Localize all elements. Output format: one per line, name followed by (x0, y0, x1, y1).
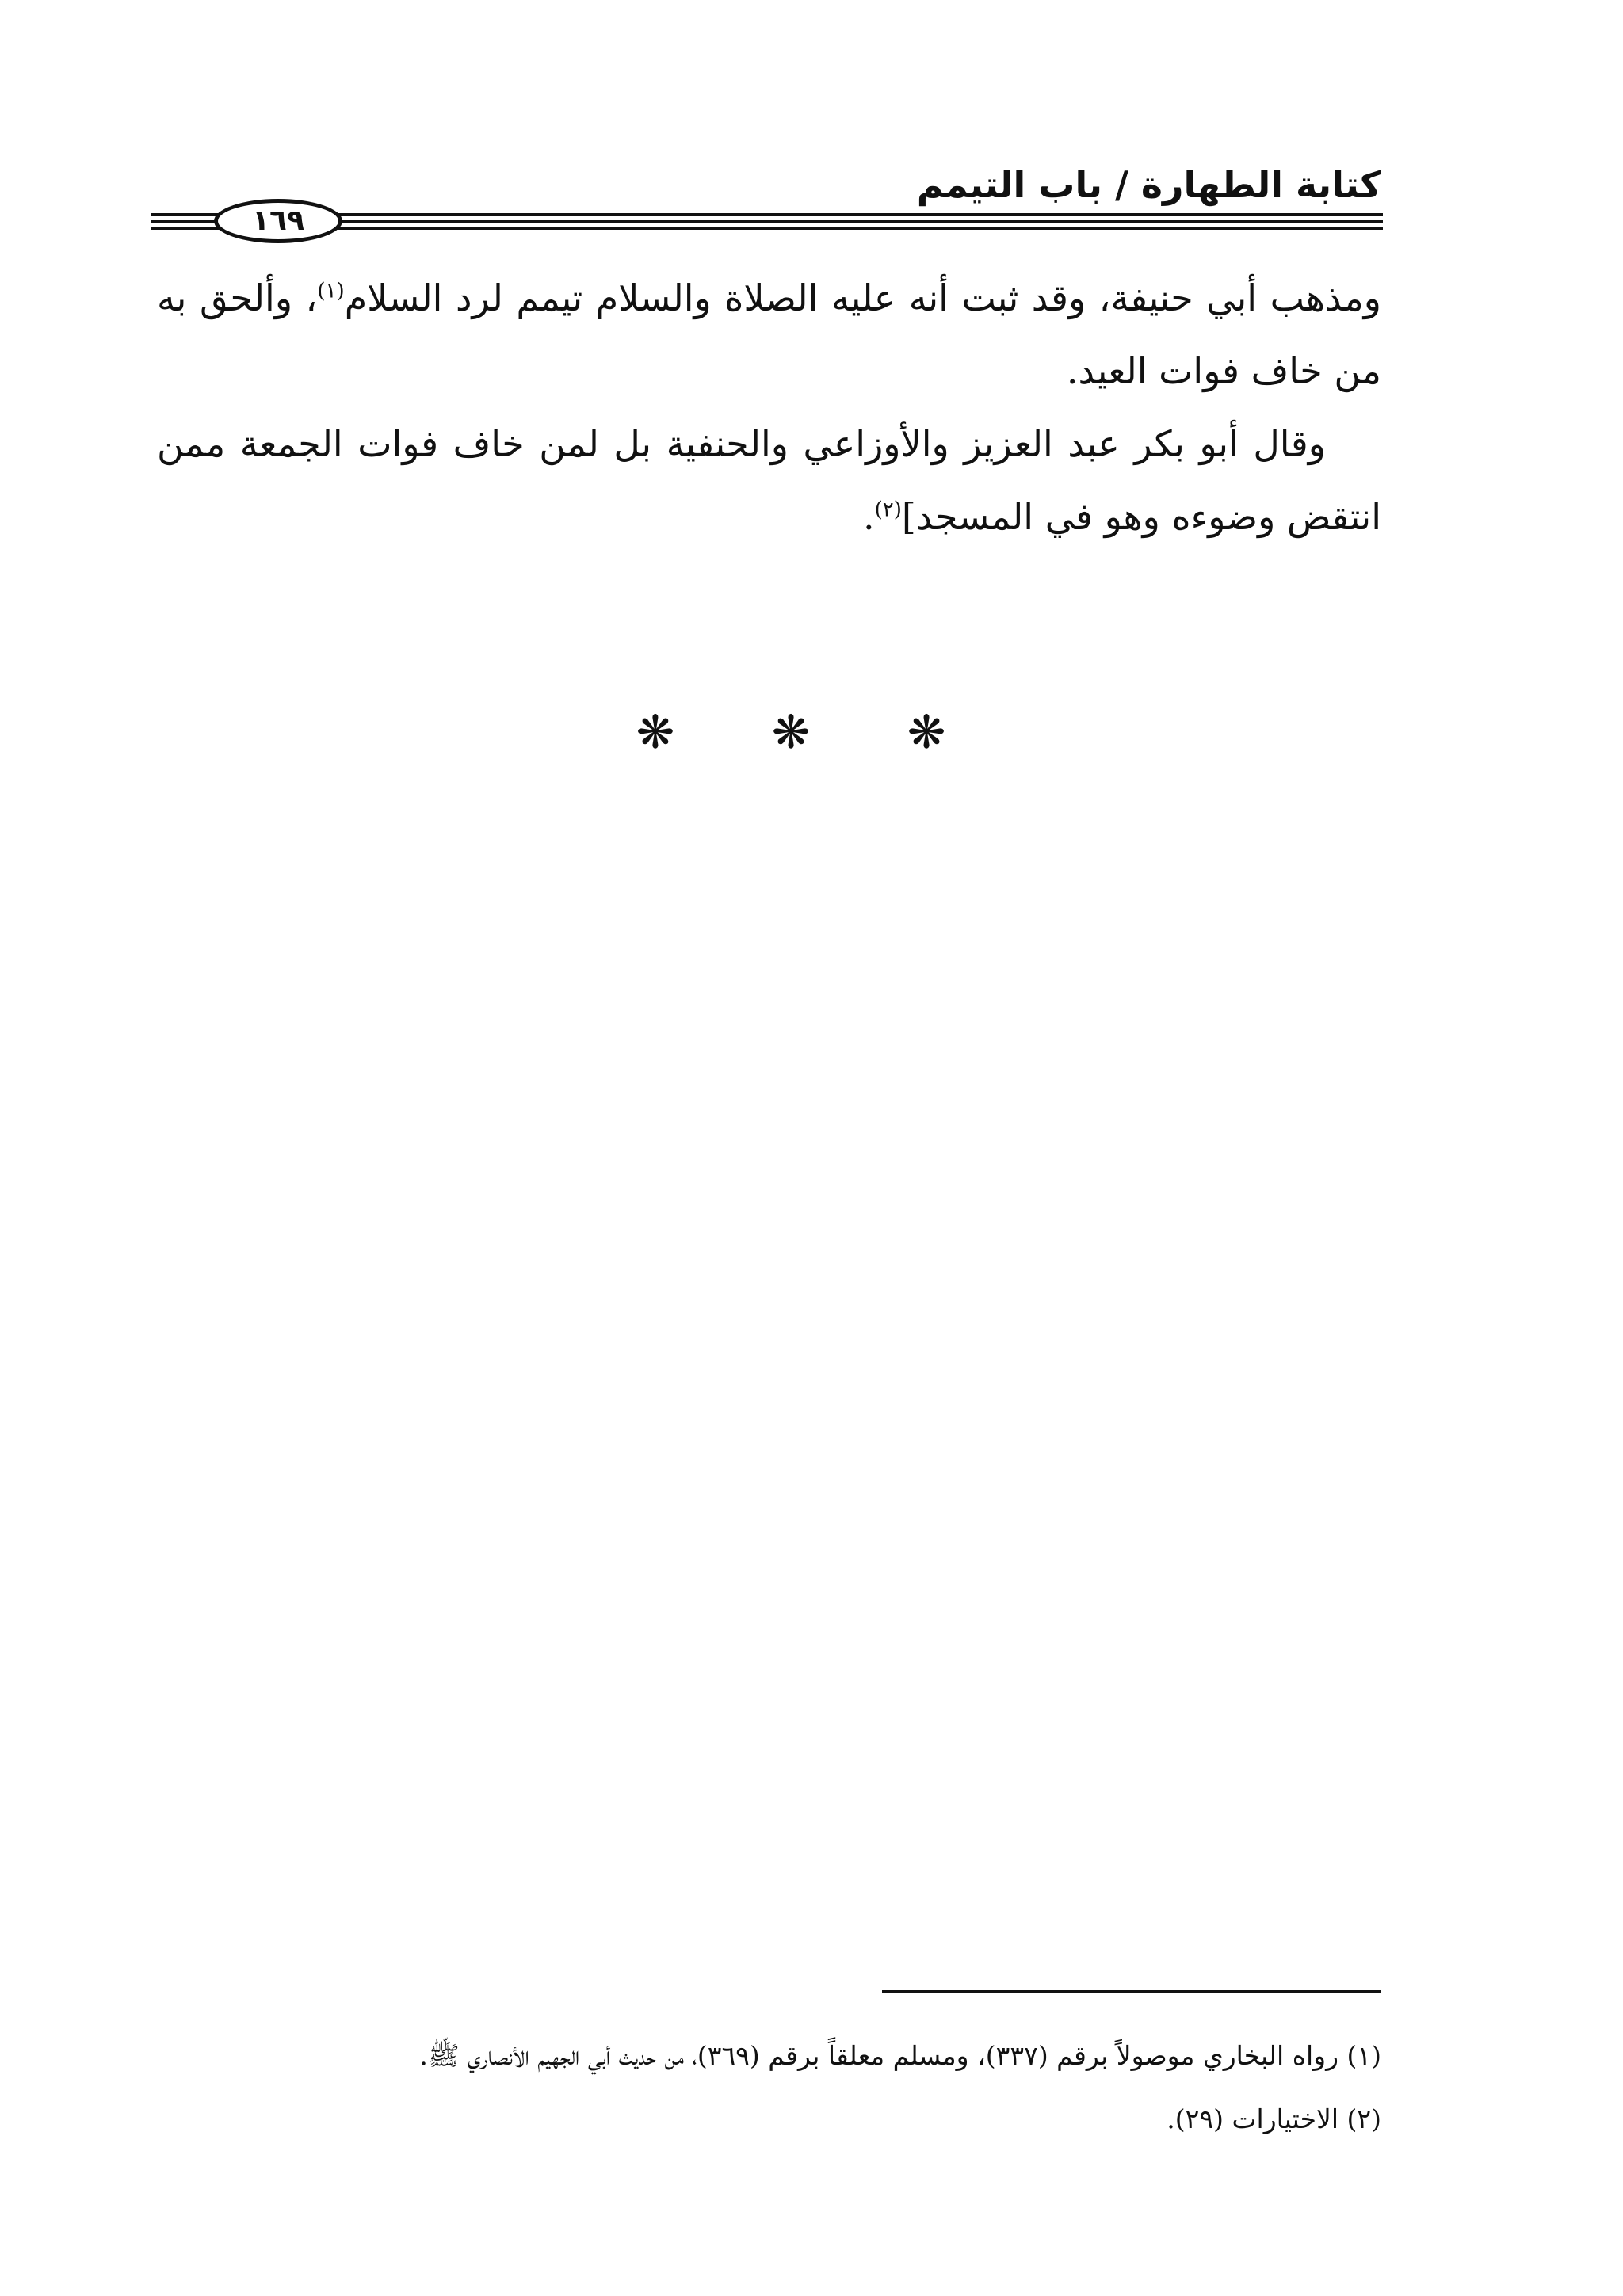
footnote-rule (882, 1990, 1381, 1993)
footnote-ref-1: (١) (317, 279, 345, 303)
page-number-badge: ١٦٩ (214, 199, 342, 243)
paragraph-1-text-b: ، وألحق به من خاف فوات العيد. (157, 277, 1381, 392)
paragraph-1-text-a: ومذهب أبي حنيفة، وقد ثبت أنه عليه الصلاة والسلام تيمم لرد السلام (344, 277, 1382, 319)
section-separator: ❋ ❋ ❋ (636, 705, 987, 759)
footnote-ref-2: (٢) (874, 498, 902, 522)
paragraph-2-text-a: وقال أبو بكر عبد العزيز والأوزاعي والحنفية بل لمن خاف فوات الجمعة ممن انتقض وضوءه وهو في المسجد] (157, 422, 1381, 538)
main-text (157, 261, 1381, 553)
footnotes (157, 2024, 1381, 2151)
footnote-1: (١) رواه البخاري موصولاً برقم (٣٣٧)، ومسلم معلقاً برقم (٣٦٩)، من حديث أبي الجهيم الأنصاري ﷺ. (419, 2040, 1381, 2071)
footnote-2: (٢) الاختيارات (٢٩). (1167, 2103, 1381, 2134)
running-title: كتابة الطهارة / باب التيمم (916, 163, 1381, 206)
paragraph-1 (157, 261, 1381, 407)
paragraph-2-text-b: . (862, 495, 875, 538)
paragraph-2 (157, 407, 1381, 553)
